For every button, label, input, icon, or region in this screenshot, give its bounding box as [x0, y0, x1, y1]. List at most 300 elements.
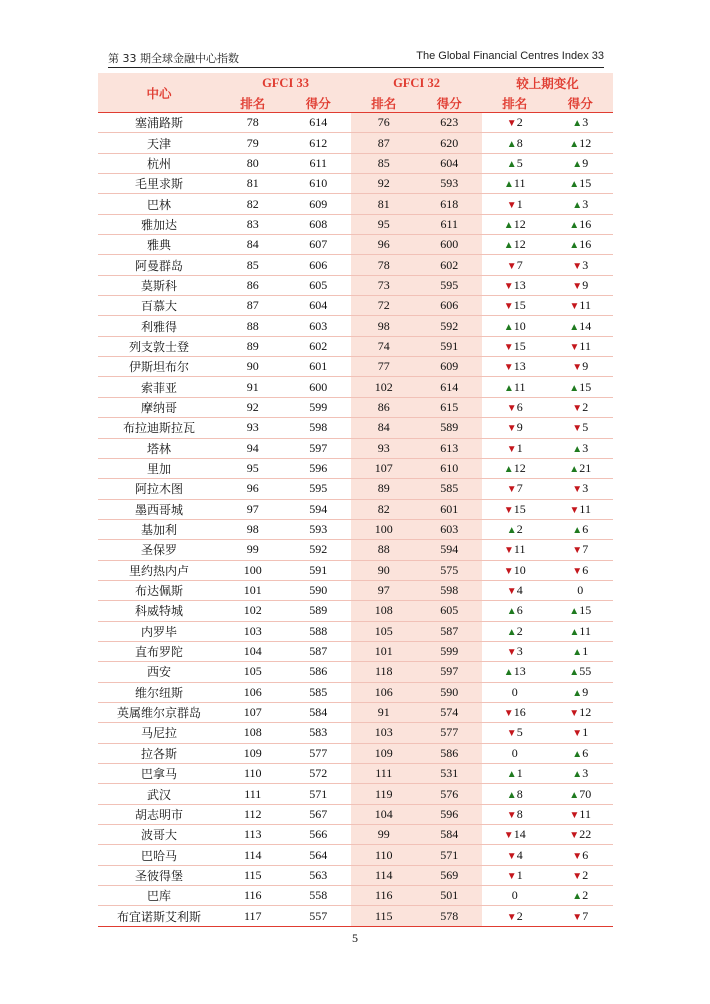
triangle-down-icon: ▼ — [572, 423, 583, 435]
gfci32-score: 603 — [417, 519, 483, 539]
score-change — [548, 662, 614, 682]
rank-change — [482, 275, 548, 295]
triangle-up-icon: ▲ — [569, 382, 580, 394]
score-change-value: 70 — [579, 786, 592, 801]
triangle-up-icon: ▲ — [506, 525, 517, 537]
table-row — [98, 764, 613, 784]
city-name: 西安 — [98, 662, 220, 682]
gfci32-rank: 88 — [351, 540, 417, 560]
score-change-value: 11 — [579, 623, 591, 638]
gfci33-score: 586 — [286, 662, 352, 682]
city-name: 巴林 — [98, 194, 220, 214]
triangle-down-icon: ▼ — [572, 280, 583, 292]
table-row — [98, 804, 613, 824]
gfci33-rank: 99 — [220, 540, 286, 560]
rank-change — [482, 255, 548, 275]
gfci33-rank: 103 — [220, 621, 286, 641]
score-change-value: 11 — [579, 338, 591, 353]
rank-change-value: 3 — [516, 644, 523, 659]
rank-change-value: 10 — [513, 562, 526, 577]
subheader-rank-32: 排名 — [351, 93, 417, 113]
score-change-value: 3 — [582, 766, 589, 781]
score-change-value: 5 — [582, 420, 589, 435]
rank-change-value: 10 — [513, 318, 526, 333]
gfci33-rank: 97 — [220, 499, 286, 519]
rank-change-value: 1 — [516, 766, 523, 781]
triangle-down-icon: ▼ — [503, 280, 514, 292]
gfci32-score: 586 — [417, 743, 483, 763]
score-change-value: 11 — [579, 501, 591, 516]
gfci32-score: 610 — [417, 458, 483, 478]
gfci32-score: 589 — [417, 418, 483, 438]
table-row — [98, 255, 613, 275]
table-row — [98, 499, 613, 519]
score-change — [548, 255, 614, 275]
rank-change-value: 13 — [513, 664, 526, 679]
gfci33-score: 610 — [286, 174, 352, 194]
gfci32-rank: 81 — [351, 194, 417, 214]
score-change — [548, 906, 614, 926]
rank-change-value: 11 — [513, 542, 526, 557]
score-change-value: 14 — [579, 318, 592, 333]
gfci33-score: 602 — [286, 336, 352, 356]
rank-change — [482, 764, 548, 784]
score-change-value: 2 — [582, 399, 589, 414]
rank-change-value: 14 — [513, 827, 526, 842]
gfci33-score: 590 — [286, 580, 352, 600]
gfci33-score: 607 — [286, 235, 352, 255]
gfci32-score: 531 — [417, 764, 483, 784]
triangle-down-icon: ▼ — [506, 850, 517, 862]
city-name: 巴哈马 — [98, 845, 220, 865]
rank-change — [482, 886, 548, 906]
gfci33-score: 599 — [286, 397, 352, 417]
table-row — [98, 438, 613, 458]
gfci32-score: 595 — [417, 275, 483, 295]
triangle-up-icon: ▲ — [506, 626, 517, 638]
gfci32-rank: 87 — [351, 133, 417, 153]
gfci32-score: 569 — [417, 865, 483, 885]
table-row — [98, 519, 613, 539]
table-row — [98, 662, 613, 682]
rank-change-value: 2 — [516, 522, 523, 537]
score-change — [548, 702, 614, 722]
triangle-up-icon: ▲ — [503, 219, 514, 231]
city-name: 武汉 — [98, 784, 220, 804]
gfci32-rank: 85 — [351, 153, 417, 173]
city-name: 圣保罗 — [98, 540, 220, 560]
table-row — [98, 906, 613, 926]
table-row — [98, 153, 613, 173]
city-name: 英属维尔京群岛 — [98, 702, 220, 722]
city-name: 摩纳哥 — [98, 397, 220, 417]
gfci32-score: 591 — [417, 336, 483, 356]
triangle-down-icon: ▼ — [572, 260, 583, 272]
rank-change — [482, 743, 548, 763]
score-change-value: 3 — [582, 481, 589, 496]
triangle-up-icon: ▲ — [504, 179, 514, 191]
rank-change-value: 1 — [516, 867, 523, 882]
triangle-down-icon: ▼ — [504, 545, 514, 557]
score-change — [548, 580, 614, 600]
triangle-up-icon: ▲ — [572, 443, 583, 455]
gfci32-rank: 116 — [351, 886, 417, 906]
gfci33-rank: 94 — [220, 438, 286, 458]
gfci33-rank: 101 — [220, 580, 286, 600]
city-name: 里加 — [98, 458, 220, 478]
table-row — [98, 133, 613, 153]
table-row — [98, 336, 613, 356]
gfci33-rank: 81 — [220, 174, 286, 194]
gfci33-rank: 84 — [220, 235, 286, 255]
score-change — [548, 275, 614, 295]
city-name: 天津 — [98, 133, 220, 153]
gfci32-score: 592 — [417, 316, 483, 336]
gfci32-score: 501 — [417, 886, 483, 906]
table-row — [98, 479, 613, 499]
gfci32-rank: 78 — [351, 255, 417, 275]
gfci33-score: 587 — [286, 641, 352, 661]
rank-change — [482, 357, 548, 377]
rank-change-value: 0 — [511, 888, 518, 903]
triangle-up-icon: ▲ — [569, 240, 580, 252]
rank-change — [482, 723, 548, 743]
gfci33-score: 563 — [286, 865, 352, 885]
gfci32-score: 600 — [417, 235, 483, 255]
triangle-down-icon: ▼ — [506, 586, 517, 598]
city-name: 百慕大 — [98, 296, 220, 316]
gfci32-rank: 102 — [351, 377, 417, 397]
gfci32-score: 611 — [417, 214, 483, 234]
triangle-down-icon: ▼ — [572, 850, 583, 862]
rank-change — [482, 519, 548, 539]
gfci33-rank: 111 — [220, 784, 286, 804]
table-row — [98, 560, 613, 580]
triangle-down-icon: ▼ — [506, 728, 517, 740]
triangle-down-icon: ▼ — [503, 830, 514, 842]
gfci32-rank: 111 — [351, 764, 417, 784]
rank-change — [482, 662, 548, 682]
subheader-score-33: 得分 — [286, 93, 352, 113]
score-change-value: 22 — [579, 827, 592, 842]
score-change-value: 9 — [582, 359, 589, 374]
city-name: 拉各斯 — [98, 743, 220, 763]
city-name: 维尔纽斯 — [98, 682, 220, 702]
gfci33-rank: 83 — [220, 214, 286, 234]
triangle-down-icon: ▼ — [506, 402, 517, 414]
gfci33-rank: 82 — [220, 194, 286, 214]
triangle-up-icon: ▲ — [572, 687, 583, 699]
city-name: 布宜诺斯艾利斯 — [98, 906, 220, 926]
gfci33-rank: 98 — [220, 519, 286, 539]
rank-change — [482, 296, 548, 316]
gfci32-score: 602 — [417, 255, 483, 275]
triangle-down-icon: ▼ — [572, 565, 583, 577]
gfci32-score: 618 — [417, 194, 483, 214]
group-header-gfci33: GFCI 33 — [220, 73, 351, 93]
table-body — [98, 113, 613, 927]
gfci33-score: 604 — [286, 296, 352, 316]
triangle-up-icon: ▲ — [572, 199, 583, 211]
triangle-down-icon: ▼ — [506, 260, 517, 272]
gfci33-score: 598 — [286, 418, 352, 438]
triangle-up-icon: ▲ — [506, 769, 517, 781]
table-row — [98, 296, 613, 316]
rank-change — [482, 641, 548, 661]
rank-change — [482, 153, 548, 173]
rank-change-value: 11 — [513, 379, 526, 394]
score-change — [548, 865, 614, 885]
gfci33-rank: 96 — [220, 479, 286, 499]
table-row — [98, 601, 613, 621]
subheader-score-change: 得分 — [548, 93, 614, 113]
subheader-rank-change: 排名 — [482, 93, 548, 113]
header-title-en: The Global Financial Centres Index 33 — [416, 50, 604, 62]
score-change — [548, 235, 614, 255]
gfci33-rank: 109 — [220, 743, 286, 763]
gfci32-score: 575 — [417, 560, 483, 580]
gfci32-score: 623 — [417, 113, 483, 133]
gfci33-rank: 112 — [220, 804, 286, 824]
city-name: 列支敦士登 — [98, 336, 220, 356]
group-header-change: 较上期变化 — [482, 73, 613, 93]
rank-change-value: 9 — [516, 420, 523, 435]
triangle-up-icon: ▲ — [572, 158, 583, 170]
gfci33-rank: 107 — [220, 702, 286, 722]
triangle-down-icon: ▼ — [569, 830, 580, 842]
table-row — [98, 641, 613, 661]
score-change — [548, 357, 614, 377]
gfci33-rank: 108 — [220, 723, 286, 743]
table-row — [98, 316, 613, 336]
gfci32-rank: 72 — [351, 296, 417, 316]
city-name: 基加利 — [98, 519, 220, 539]
gfci33-score: 600 — [286, 377, 352, 397]
rank-change — [482, 113, 548, 133]
rank-change-value: 2 — [516, 115, 523, 130]
gfci33-score: 595 — [286, 479, 352, 499]
gfci33-score: 596 — [286, 458, 352, 478]
rank-change — [482, 621, 548, 641]
score-change-value: 15 — [579, 176, 592, 191]
table-row — [98, 682, 613, 702]
gfci33-score: 593 — [286, 519, 352, 539]
city-name: 塔林 — [98, 438, 220, 458]
triangle-down-icon: ▼ — [572, 402, 583, 414]
gfci32-rank: 103 — [351, 723, 417, 743]
triangle-down-icon: ▼ — [572, 362, 583, 374]
gfci33-rank: 86 — [220, 275, 286, 295]
score-change-value: 0 — [577, 583, 584, 598]
rank-change-value: 15 — [513, 501, 526, 516]
city-name: 布达佩斯 — [98, 580, 220, 600]
gfci32-score: 578 — [417, 906, 483, 926]
triangle-down-icon: ▼ — [506, 199, 517, 211]
rank-change-value: 6 — [516, 603, 523, 618]
city-name: 内罗毕 — [98, 621, 220, 641]
triangle-up-icon: ▲ — [503, 240, 514, 252]
rank-change — [482, 418, 548, 438]
score-change — [548, 377, 614, 397]
rank-change-value: 5 — [516, 155, 523, 170]
score-change-value: 3 — [582, 115, 589, 130]
table-row — [98, 621, 613, 641]
triangle-down-icon: ▼ — [569, 341, 580, 353]
gfci32-rank: 110 — [351, 845, 417, 865]
gfci32-score: 597 — [417, 662, 483, 682]
table-row — [98, 275, 613, 295]
gfci32-score: 613 — [417, 438, 483, 458]
score-change — [548, 540, 614, 560]
gfci33-rank: 91 — [220, 377, 286, 397]
rank-change — [482, 682, 548, 702]
score-change — [548, 804, 614, 824]
city-name: 布拉迪斯拉瓦 — [98, 418, 220, 438]
gfci32-rank: 73 — [351, 275, 417, 295]
gfci33-score: 558 — [286, 886, 352, 906]
triangle-down-icon: ▼ — [569, 708, 580, 720]
city-name: 毛里求斯 — [98, 174, 220, 194]
triangle-up-icon: ▲ — [503, 321, 514, 333]
gfci32-rank: 107 — [351, 458, 417, 478]
triangle-down-icon: ▼ — [572, 545, 583, 557]
score-change-value: 12 — [579, 705, 592, 720]
gfci33-score: 585 — [286, 682, 352, 702]
gfci32-score: 593 — [417, 174, 483, 194]
gfci32-rank: 92 — [351, 174, 417, 194]
gfci33-score: 567 — [286, 804, 352, 824]
gfci33-rank: 106 — [220, 682, 286, 702]
gfci32-score: 604 — [417, 153, 483, 173]
gfci32-score: 587 — [417, 621, 483, 641]
triangle-up-icon: ▲ — [504, 382, 514, 394]
gfci33-rank: 90 — [220, 357, 286, 377]
city-name: 马尼拉 — [98, 723, 220, 743]
triangle-down-icon: ▼ — [572, 728, 583, 740]
rank-change — [482, 438, 548, 458]
rank-change — [482, 906, 548, 926]
score-change-value: 12 — [579, 135, 592, 150]
gfci33-score: 588 — [286, 621, 352, 641]
gfci33-score: 612 — [286, 133, 352, 153]
gfci33-rank: 95 — [220, 458, 286, 478]
score-change-value: 9 — [582, 684, 589, 699]
rank-change-value: 13 — [513, 359, 526, 374]
gfci32-rank: 89 — [351, 479, 417, 499]
gfci33-score: 608 — [286, 214, 352, 234]
city-name: 直布罗陀 — [98, 641, 220, 661]
gfci32-rank: 93 — [351, 438, 417, 458]
table-row — [98, 214, 613, 234]
city-name: 巴库 — [98, 886, 220, 906]
rank-change-value: 11 — [513, 176, 526, 191]
score-change — [548, 438, 614, 458]
gfci33-rank: 79 — [220, 133, 286, 153]
rank-change — [482, 235, 548, 255]
gfci33-rank: 116 — [220, 886, 286, 906]
gfci33-score: 603 — [286, 316, 352, 336]
score-change-value: 6 — [582, 745, 589, 760]
score-change — [548, 336, 614, 356]
gfci33-score: 609 — [286, 194, 352, 214]
gfci33-rank: 93 — [220, 418, 286, 438]
table-row — [98, 865, 613, 885]
score-change — [548, 214, 614, 234]
score-change — [548, 743, 614, 763]
gfci33-rank: 89 — [220, 336, 286, 356]
gfci32-score: 599 — [417, 641, 483, 661]
gfci32-rank: 109 — [351, 743, 417, 763]
triangle-down-icon: ▼ — [503, 708, 514, 720]
triangle-up-icon: ▲ — [506, 138, 517, 150]
gfci33-rank: 115 — [220, 865, 286, 885]
rank-change — [482, 540, 548, 560]
triangle-up-icon: ▲ — [506, 606, 517, 618]
score-change-value: 55 — [579, 664, 592, 679]
rank-change-value: 7 — [516, 481, 523, 496]
triangle-down-icon: ▼ — [503, 504, 514, 516]
table-row — [98, 377, 613, 397]
table-row — [98, 845, 613, 865]
gfci32-score: 614 — [417, 377, 483, 397]
score-change — [548, 316, 614, 336]
rank-change — [482, 377, 548, 397]
rank-change-value: 6 — [516, 399, 523, 414]
triangle-up-icon: ▲ — [569, 219, 580, 231]
gfci33-rank: 114 — [220, 845, 286, 865]
gfci33-rank: 110 — [220, 764, 286, 784]
table-row — [98, 723, 613, 743]
rank-change — [482, 133, 548, 153]
gfci33-score: 611 — [286, 153, 352, 173]
score-change — [548, 458, 614, 478]
page-number: 5 — [352, 931, 358, 945]
gfci32-rank: 86 — [351, 397, 417, 417]
gfci32-score: 605 — [417, 601, 483, 621]
gfci32-score: 571 — [417, 845, 483, 865]
rank-change-value: 8 — [516, 806, 523, 821]
table-row — [98, 418, 613, 438]
triangle-down-icon: ▼ — [506, 423, 517, 435]
score-change-value: 3 — [582, 440, 589, 455]
table-row — [98, 397, 613, 417]
gfci33-score: 589 — [286, 601, 352, 621]
gfci33-score: 572 — [286, 764, 352, 784]
table-row — [98, 743, 613, 763]
gfci33-score: 597 — [286, 438, 352, 458]
rank-change-value: 1 — [516, 196, 523, 211]
rank-change — [482, 560, 548, 580]
rank-change — [482, 580, 548, 600]
triangle-down-icon: ▼ — [503, 341, 514, 353]
table-row — [98, 580, 613, 600]
triangle-down-icon: ▼ — [503, 362, 514, 374]
gfci32-rank: 104 — [351, 804, 417, 824]
city-name: 科威特城 — [98, 601, 220, 621]
rank-change — [482, 458, 548, 478]
score-change-value: 11 — [579, 298, 591, 313]
gfci32-rank: 108 — [351, 601, 417, 621]
gfci33-rank: 104 — [220, 641, 286, 661]
triangle-up-icon: ▲ — [569, 626, 580, 638]
city-name: 莫斯科 — [98, 275, 220, 295]
triangle-up-icon: ▲ — [569, 321, 580, 333]
gfci33-score: 614 — [286, 113, 352, 133]
triangle-down-icon: ▼ — [569, 504, 580, 516]
city-name: 伊斯坦布尔 — [98, 357, 220, 377]
gfci33-rank: 80 — [220, 153, 286, 173]
gfci32-rank: 90 — [351, 560, 417, 580]
